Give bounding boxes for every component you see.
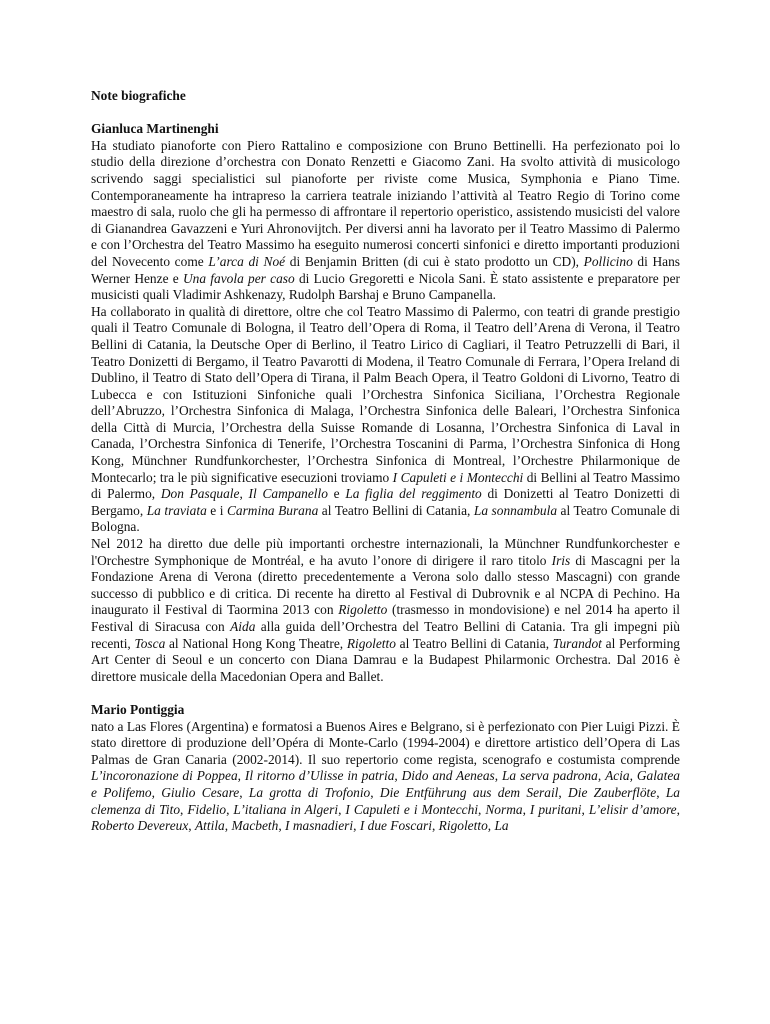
work-title: Aida (230, 619, 256, 634)
text-run: , (494, 768, 502, 784)
text-run: , (151, 784, 162, 800)
text-run: , (237, 768, 245, 784)
work-title: I puritani (529, 801, 582, 817)
work-title: Die Entführung aus dem Serail (379, 784, 559, 800)
work-title: I masnadieri (285, 818, 354, 834)
text-run: e (327, 486, 346, 502)
work-title: I Capuleti e i Montecchi (392, 469, 524, 485)
text-run: nato a Las Flores (Argentina) e formatosi a Buenos Aires e Belgrano, si è perfezionato con Pier Luigi Pizzi. È stato direttore di produzione dell’Opéra di Monte-Carlo (1994-2004) e direttore artistico dell’Opera di Las Palmas de Gran Canaria (2002-2014). Il suo repertorio come regista, scenografo e costumista comprende (91, 718, 680, 767)
text-run: di Mascagni per la Fondazione Arena di Verona (diretto precedentemente a Verona solo dallo stesso Mascagni) con grande successo di pubblico e di critica. Di recente ha diretto al Festival di Dubrovnik e al NCPA di Pechino. Ha inaugurato il Festival di Taormina 2013 con (91, 552, 680, 618)
work-title: Roberto Devereux (91, 818, 189, 834)
work-title: Il ritorno d’Ulisse in patria (244, 768, 395, 784)
text-run: e i (206, 502, 227, 518)
text-run: , (239, 784, 249, 800)
text-run: , (478, 801, 486, 817)
text-run: , (188, 818, 195, 834)
text-run: , (338, 801, 346, 817)
text-run: , (224, 818, 232, 834)
text-run: , (522, 801, 530, 817)
text-run: , (226, 801, 234, 817)
text-run: , (370, 784, 380, 800)
work-title: Fidelio (187, 801, 227, 817)
work-title: Iris (551, 552, 571, 568)
work-title: L’italiana in Algeri (233, 801, 339, 817)
work-title: I due Foscari (359, 818, 432, 834)
text-run: , (180, 801, 188, 817)
work-title: La sonnambula (473, 502, 558, 518)
work-title: La serva padrona (501, 768, 598, 784)
text-run: Ha studiato pianoforte con Piero Rattalino e composizione con Bruno Bettinelli. Ha perfezionato poi lo studio della direzione d’orchestra con Donato Renzetti e Giacomo Zani. Ha svolto attività di musicologo scrivendo saggi specialistici sul pianoforte per riviste come Musica, Symphonia e Piano Time. Contemporaneamente ha intrapreso la carriera teatrale iniziando l’attività al Teatro Regio di Torino come maestro di sala, ruolo che gli ha permesso di affrontare il repertorio operistico, assistendo musicisti del valore di Gianandrea Gavazzeni e Yuri Ahronovijtch. Per diversi anni ha lavorato per il Teatro Massimo di Palermo e con l’Orchestra del Teatro Massimo ha eseguito numerosi concerti sinfonici e diretto importanti produzioni del Novecento come (91, 137, 680, 269)
work-title: Giulio Cesare (161, 784, 240, 800)
document-page (91, 88, 680, 835)
work-title: Tosca (134, 635, 166, 651)
work-title: La clemenza di Tito (91, 784, 680, 817)
text-run: , (394, 768, 402, 784)
work-title: Die Zauberflöte (568, 784, 657, 800)
text-run: , (239, 486, 249, 502)
text-run: al National Hong Kong Theatre, (165, 635, 347, 651)
work-title: Norma (485, 801, 523, 817)
bio-paragraph (91, 536, 680, 685)
bio-paragraph (91, 138, 680, 304)
work-title: Macbeth (231, 818, 279, 834)
text-run: , (676, 801, 680, 817)
text-run: , (487, 818, 495, 834)
work-title: Carmina Burana (226, 502, 319, 518)
work-title: La traviata (146, 502, 207, 518)
work-title: Pollicino (583, 253, 633, 269)
text-run: , (558, 784, 569, 800)
section-spacer (91, 685, 680, 702)
text-run: Nel 2012 ha diretto due delle più importanti orchestre internazionali, la Münchner Rundfunkorchester e l'Orchestre Symphonique de Montréal, e ha avuto l’onore di dirigere il raro titolo (91, 536, 680, 568)
text-run: al Teatro Comunale di Bologna. (91, 502, 680, 535)
work-title: L’elisir d’amore (588, 801, 677, 817)
text-run: di Benjamin Britten (di cui è stato prodotto un CD), (285, 253, 584, 269)
work-title: Rigoletto (346, 635, 396, 651)
text-run: al Teatro Bellini di Catania, (395, 635, 553, 651)
text-run: , (353, 818, 360, 834)
work-title: Acia, Galatea e Polifemo (91, 768, 680, 800)
work-title: La figlia del reggimento (345, 486, 482, 502)
work-title: L’arca di Noé (208, 253, 286, 269)
bio-sections (91, 121, 680, 835)
work-title: Rigoletto (438, 818, 488, 834)
work-title: La (494, 818, 509, 834)
bio-paragraph (91, 719, 680, 835)
text-run: , (581, 801, 589, 817)
text-run: , (597, 768, 606, 784)
page-title: Note biografiche (91, 88, 186, 103)
text-run: al Performing Art Center di Seoul e un concerto con Diana Damrau e la Budapest Philarmonic Orchestra. Dal 2016 è direttore musicale della Macedonian Opera and Ballet. (91, 635, 680, 684)
section-heading: Mario Pontiggia (91, 701, 185, 717)
work-title: Attila (195, 818, 225, 834)
text-run: al Teatro Bellini di Catania, (318, 502, 474, 518)
text-run: di Donizetti al Teatro Donizetti di Bergamo, (91, 486, 680, 518)
text-run: di Lucio Gregoretti e Nicola Sani. È stato assistente e preparatore per musicisti quali Vladimir Ashkenazy, Rudolph Barshaj e Bruno Campanella. (91, 270, 681, 303)
text-run: alla guida dell’Orchestra del Teatro Bellini di Catania. Tra gli impegni più recenti, (91, 619, 680, 651)
work-title: Una favola per caso (182, 270, 295, 286)
work-title: Rigoletto (338, 602, 388, 618)
work-title: Dido and Aeneas (401, 768, 495, 784)
section-heading: Gianluca Martinenghi (91, 121, 219, 137)
work-title: Don Pasquale (160, 486, 240, 502)
work-title: La grotta di Trofonio (248, 784, 371, 800)
work-title: Turandot (552, 635, 602, 651)
text-run: di Hans Werner Henze e (91, 253, 681, 286)
work-title: Il Campanello (248, 486, 328, 502)
text-run: , (656, 784, 666, 800)
text-run: , (278, 818, 286, 834)
text-run: di Bellini al Teatro Massimo di Palermo, (91, 469, 680, 502)
work-title: I Capuleti e i Montecchi (345, 801, 479, 817)
bio-paragraph (91, 304, 680, 536)
text-run: , (431, 818, 439, 834)
text-run: Ha collaborato in qualità di direttore, oltre che col Teatro Massimo di Palermo, con teatri di grande prestigio quali il Teatro Comunale di Bologna, il Teatro dell’Opera di Roma, il Teatro dell’Arena di Verona, il Teatro Bellini di Catania, la Deutsche Oper di Berlino, il Teatro Lirico di Cagliari, il Teatro Petruzzelli di Bari, il Teatro Donizetti di Bergamo, il Teatro Pavarotti di Modena, il Teatro Comunale di Ferrara, l’Opera Ireland di Dublino, il Teatro di Stato dell’Opera di Tirana, il Palm Beach Opera, il Teatro Goldoni di Livorno, Teatro di Lubecca e con Istituzioni Sinfoniche quali l’Orchestra Sinfonica Siciliana, l’Orchestra Regionale dell’Abruzzo, l’Orchestra Sinfonica di Malaga, l’Orchestra Sinfonica delle Baleari, l’Orchestra Sinfonica della Città di Murcia, l’Orchestra della Suisse Romande di Losanna, l’Orchestra Sinfonica di Laval in Canada, l’Orchestra Sinfonica di Tenerife, l’Orchestra Toscanini di Parma, l’Orchestra Sinfonica di Hong Kong, Münchner Rundfunkorchester, l’Orchestra Sinfonica di Montreal, l’Orchestre Philarmonique de Montecarlo; tra le più significative esecuzioni troviamo (91, 303, 680, 485)
work-title: L’incoronazione di Poppea (91, 768, 238, 784)
text-run: (trasmesso in mondovisione) e nel 2014 ha aperto il Festival di Siracusa con (91, 602, 680, 634)
